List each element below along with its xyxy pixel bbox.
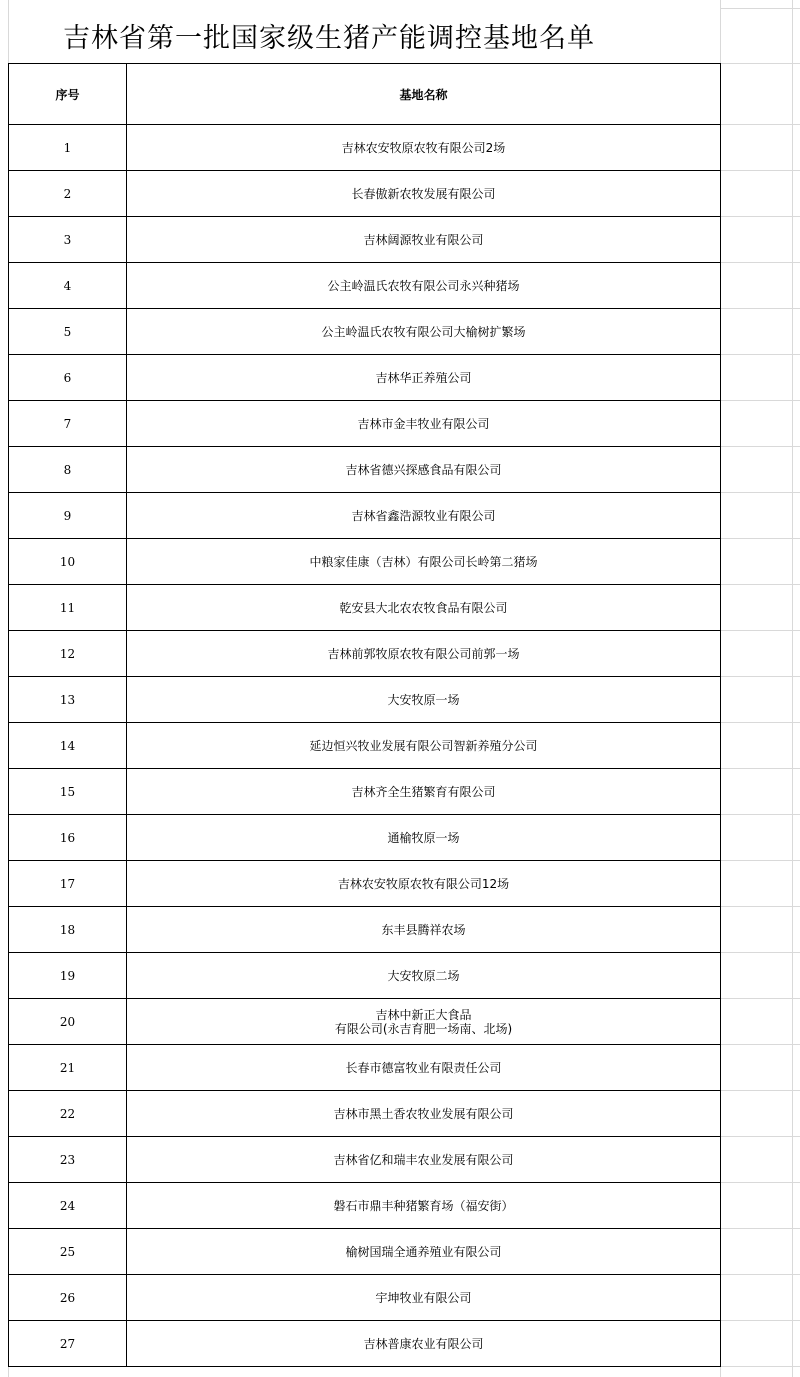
cell-no[interactable]: 14 [9,723,127,769]
header-row [9,64,721,125]
cell-name[interactable] [127,907,721,953]
cell-no[interactable]: 3 [9,217,127,263]
cell-name-text: 延边恒兴牧业发展有限公司智新养殖分公司 [309,738,538,753]
table-row [9,861,721,907]
gridline [720,124,800,125]
cell-name-text: 磐石市鼎丰种猪繁育场（福安街） [333,1198,514,1213]
gridline [720,170,800,171]
cell-name-text: 吉林省亿和瑞丰农业发展有限公司 [333,1152,514,1167]
cell-name[interactable] [127,1045,721,1091]
cell-name-text: 吉林农安牧原农牧有限公司12场 [337,876,510,891]
gridline [720,1228,800,1229]
cell-name[interactable] [127,217,721,263]
cell-no[interactable]: 1 [9,125,127,171]
cell-no[interactable]: 15 [9,769,127,815]
gridline [720,1136,800,1137]
header-cell-no[interactable]: 序号 [9,64,127,125]
gridline [720,446,800,447]
cell-no[interactable]: 23 [9,1137,127,1183]
gridline [720,63,800,64]
gridline [720,1274,800,1275]
cell-name[interactable] [127,125,721,171]
gridline [720,814,800,815]
cell-name[interactable] [127,493,721,539]
cell-name-text: 大安牧原二场 [387,968,460,983]
cell-name[interactable] [127,263,721,309]
gridline [720,906,800,907]
table-row [9,217,721,263]
cell-name-text: 长春傲新农牧发展有限公司 [351,186,496,201]
cell-no[interactable]: 19 [9,953,127,999]
gridline [720,400,800,401]
cell-name[interactable] [127,677,721,723]
cell-no[interactable]: 11 [9,585,127,631]
cell-name[interactable] [127,861,721,907]
table-row [9,493,721,539]
table-row [9,171,721,217]
cell-no[interactable]: 26 [9,1275,127,1321]
cell-name-text: 长春市德富牧业有限责任公司 [345,1060,502,1075]
cell-name[interactable] [127,447,721,493]
gridline [720,1044,800,1045]
cell-name[interactable] [127,769,721,815]
table-row [9,1091,721,1137]
table-row [9,815,721,861]
cell-no[interactable]: 21 [9,1045,127,1091]
cell-name-text: 大安牧原一场 [387,692,460,707]
cell-no[interactable]: 4 [9,263,127,309]
header-cell-name[interactable]: 基地名称 [127,64,721,125]
cell-no[interactable]: 20 [9,999,127,1045]
cell-no[interactable]: 27 [9,1321,127,1367]
gridline [720,1090,800,1091]
cell-no[interactable]: 9 [9,493,127,539]
table-row [9,1229,721,1275]
table-row [9,631,721,677]
title-cell[interactable] [8,8,720,63]
table-row [9,1275,721,1321]
gridline [720,216,800,217]
cell-name[interactable] [127,1275,721,1321]
cell-name-text: 吉林省德兴探感食品有限公司 [345,462,502,477]
cell-name-text: 东丰县腾祥农场 [381,922,466,937]
table-row [9,677,721,723]
gridline [720,676,800,677]
cell-no[interactable]: 12 [9,631,127,677]
cell-name[interactable] [127,1091,721,1137]
base-list-table [8,63,721,1367]
gridline [720,308,800,309]
cell-name-text: 乾安县大北农农牧食品有限公司 [339,600,508,615]
table-row [9,585,721,631]
cell-no[interactable]: 5 [9,309,127,355]
gridline [720,768,800,769]
table-row [9,723,721,769]
cell-name-text: 榆树国瑞全通养殖业有限公司 [345,1244,502,1259]
cell-name-text: 公主岭温氏农牧有限公司永兴种猪场 [327,278,520,293]
cell-name-text: 吉林市黑土香农牧业发展有限公司 [333,1106,514,1121]
gridline [792,0,793,1377]
cell-name[interactable] [127,999,721,1045]
gridline [720,354,800,355]
table-row [9,355,721,401]
cell-name[interactable] [127,171,721,217]
cell-name[interactable] [127,309,721,355]
cell-name[interactable] [127,355,721,401]
cell-name-text: 中粮家佳康（吉林）有限公司长岭第二猪场 [309,554,538,569]
cell-name-text: 吉林齐全生猪繁育有限公司 [351,784,496,799]
table-row [9,309,721,355]
cell-name[interactable] [127,723,721,769]
cell-name[interactable] [127,815,721,861]
table-row [9,999,721,1045]
table-row [9,907,721,953]
cell-name-text: 吉林普康农业有限公司 [363,1336,484,1351]
table-row [9,769,721,815]
table-body [9,125,721,1367]
cell-no[interactable]: 25 [9,1229,127,1275]
gridline [720,630,800,631]
table-row [9,953,721,999]
cell-name[interactable] [127,585,721,631]
gridline [720,952,800,953]
cell-name-text: 吉林省鑫浩源牧业有限公司 [351,508,496,523]
cell-no[interactable]: 16 [9,815,127,861]
cell-name-text: 吉林市金丰牧业有限公司 [357,416,490,431]
cell-no[interactable]: 24 [9,1183,127,1229]
cell-name-text: 吉林中新正大食品 有限公司(永吉育肥一场南、北场) [334,1007,513,1036]
gridline [720,722,800,723]
cell-name-text: 吉林农安牧原农牧有限公司2场 [341,140,506,155]
table-row [9,1321,721,1367]
cell-name[interactable] [127,1321,721,1367]
gridline [720,998,800,999]
gridline [720,1182,800,1183]
gridline [720,492,800,493]
cell-name-text: 吉林前郭牧原农牧有限公司前郭一场 [327,646,520,661]
table-row [9,1183,721,1229]
cell-name[interactable] [127,631,721,677]
cell-no[interactable]: 7 [9,401,127,447]
cell-name-text: 吉林阔源牧业有限公司 [363,232,484,247]
page-title: 吉林省第一批国家级生猪产能调控基地名单 [63,23,595,54]
cell-name-text: 宇坤牧业有限公司 [375,1290,472,1305]
cell-name-text: 通榆牧原一场 [387,830,460,845]
table-row [9,539,721,585]
table-row [9,125,721,171]
cell-no[interactable]: 8 [9,447,127,493]
cell-name-text: 公主岭温氏农牧有限公司大榆树扩繁场 [321,324,526,339]
gridline [720,584,800,585]
table-row [9,447,721,493]
cell-name[interactable] [127,539,721,585]
cell-no[interactable]: 2 [9,171,127,217]
cell-name[interactable] [127,401,721,447]
gridline [720,860,800,861]
cell-no[interactable]: 18 [9,907,127,953]
gridline [720,1320,800,1321]
cell-name[interactable] [127,1183,721,1229]
cell-name[interactable] [127,1137,721,1183]
gridline [720,1366,800,1367]
cell-name[interactable] [127,1229,721,1275]
cell-no[interactable]: 6 [9,355,127,401]
table-row [9,263,721,309]
cell-name-text: 吉林华正养殖公司 [375,370,472,385]
cell-no[interactable]: 17 [9,861,127,907]
gridline [720,8,800,9]
gridline [720,262,800,263]
cell-no[interactable]: 22 [9,1091,127,1137]
table-row [9,1137,721,1183]
cell-name[interactable] [127,953,721,999]
table-row [9,1045,721,1091]
gridline [720,538,800,539]
table-row [9,401,721,447]
spreadsheet-table-wrapper [8,63,720,1367]
cell-no[interactable]: 13 [9,677,127,723]
cell-no[interactable]: 10 [9,539,127,585]
